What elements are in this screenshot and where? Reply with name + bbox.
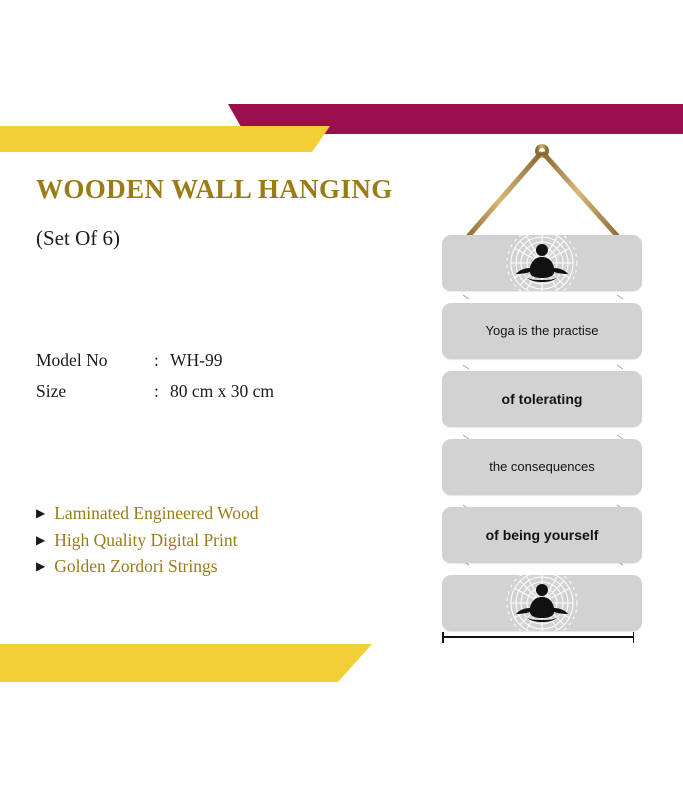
measure-cap-left <box>442 632 444 643</box>
product-plank-4 <box>442 439 642 495</box>
plank-text-line-1: Yoga is the practise <box>485 322 599 338</box>
plank-text-line-4: of being yourself <box>485 526 599 543</box>
spec-colon-size: : <box>154 381 159 402</box>
specification-table <box>36 345 416 408</box>
product-plank-2 <box>442 303 642 359</box>
plank-text-line-2: of tolerating <box>501 390 583 407</box>
feature-label-strings: Golden Zordori Strings <box>54 556 218 577</box>
spec-value-size: 80 cm x 30 cm <box>170 381 275 402</box>
plank-text-line-3: the consequences <box>489 458 595 474</box>
table-row <box>36 345 416 376</box>
list-item <box>36 527 416 554</box>
spec-label-model: Model No <box>36 350 108 370</box>
product-subtitle: (Set Of 6) <box>36 225 120 250</box>
product-illustration <box>430 135 655 655</box>
yoga-meditation-icon <box>512 241 572 285</box>
banner-gold-shape <box>0 126 330 152</box>
list-item <box>36 500 416 527</box>
product-plank-6 <box>442 575 642 631</box>
banner-maroon-shape <box>228 104 683 134</box>
triangle-bullet-icon: ▶ <box>36 532 46 547</box>
measure-cap-right <box>633 632 635 643</box>
feature-label-material: Laminated Engineered Wood <box>54 503 259 523</box>
product-info-block <box>36 175 436 250</box>
product-plank-3 <box>442 371 642 427</box>
product-plank-1 <box>442 235 642 291</box>
feature-list <box>36 500 416 580</box>
list-item <box>36 553 416 580</box>
feature-label-print: High Quality Digital Print <box>54 529 238 550</box>
product-plank-5 <box>442 507 642 563</box>
width-measurement-bar <box>442 632 634 642</box>
triangle-bullet-icon: ▶ <box>36 506 46 520</box>
measure-line <box>442 636 634 638</box>
spec-value-model: WH-99 <box>170 350 223 370</box>
banner-gold-shape-bottom <box>0 644 372 682</box>
page-title: WOODEN WALL HANGING <box>36 174 393 204</box>
spec-label-size: Size <box>36 381 67 402</box>
yoga-meditation-icon <box>512 581 572 625</box>
table-row <box>36 376 416 407</box>
bottom-decorative-banner <box>0 630 400 700</box>
triangle-bullet-icon: ▶ <box>36 559 46 574</box>
spec-colon-model: : <box>154 350 159 370</box>
